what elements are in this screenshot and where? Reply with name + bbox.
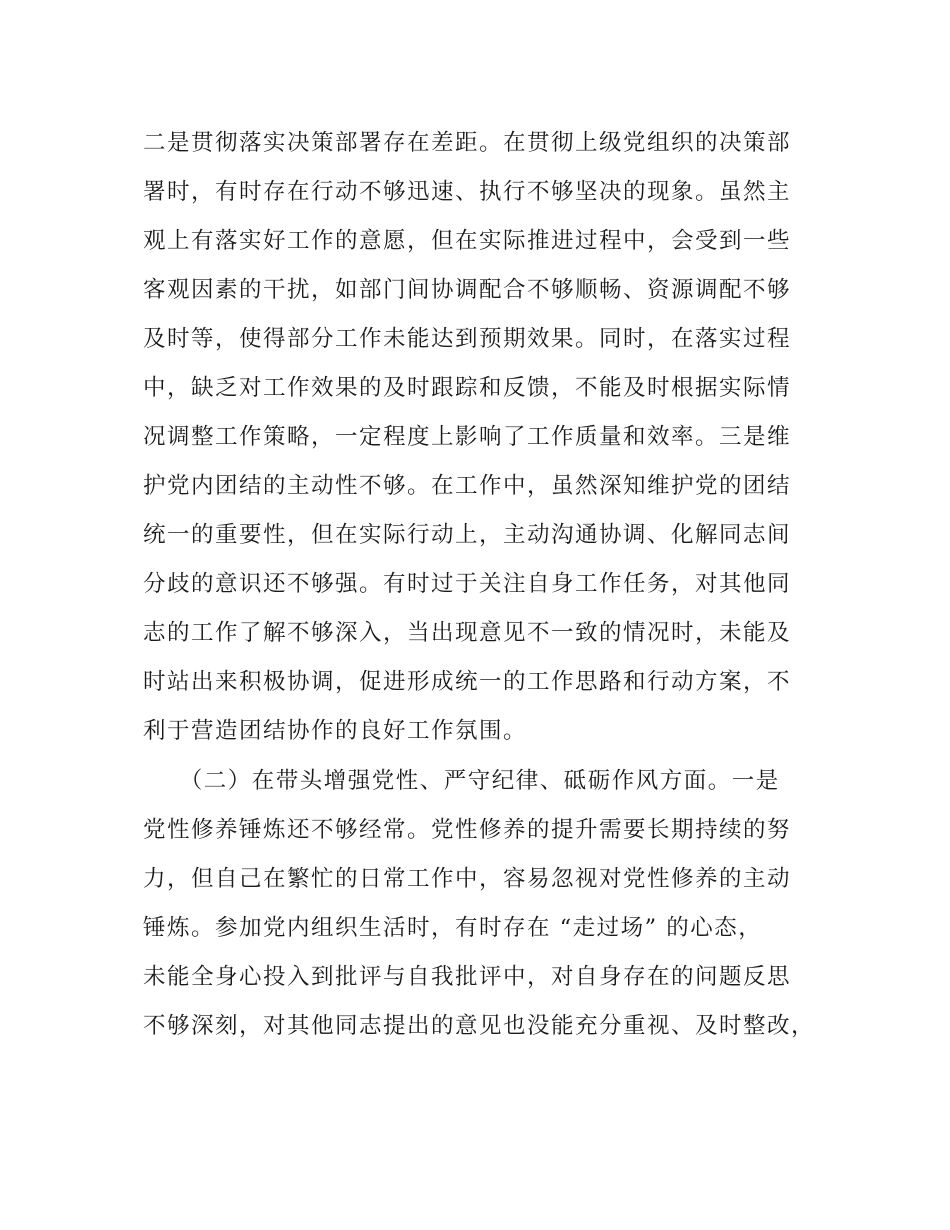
text-line: 党性修养锤炼还不够经常。党性修养的提升需要长期持续的努 <box>143 817 792 843</box>
text-line: 署时，有时存在行动不够迅速、执行不够坚决的现象。虽然主 <box>143 179 792 205</box>
text-line: 二是贯彻落实决策部署存在差距。在贯彻上级党组织的决策部 <box>143 130 792 156</box>
paragraph-1 <box>143 119 815 756</box>
text-line: 力，但自己在繁忙的日常工作中，容易忽视对党性修养的主动 <box>143 866 792 892</box>
text-line: 护党内团结的主动性不够。在工作中，虽然深知维护党的团结 <box>143 473 792 499</box>
text-line: 未能全身心投入到批评与自我批评中，对自身存在的问题反思 <box>143 964 792 990</box>
text-line: 锤炼。参加党内组织生活时，有时存在 “走过场” 的心态， <box>143 915 763 941</box>
text-line: 统一的重要性，但在实际行动上，主动沟通协调、化解同志间 <box>143 522 792 548</box>
text-line: 及时等，使得部分工作未能达到预期效果。同时，在落实过程 <box>143 326 792 352</box>
text-line: 时站出来积极协调，促进形成统一的工作思路和行动方案，不 <box>143 669 792 695</box>
text-line: 志的工作了解不够深入，当出现意见不一致的情况时，未能及 <box>143 620 792 646</box>
text-line: 利于营造团结协作的良好工作氛围。 <box>143 718 528 744</box>
text-line: 不够深刻，对其他同志提出的意见也没能充分重视、及时整改， <box>143 1013 816 1039</box>
text-line: 观上有落实好工作的意愿，但在实际推进过程中，会受到一些 <box>143 228 792 254</box>
text-line: 分歧的意识还不够强。有时过于关注自身工作任务，对其他同 <box>143 571 792 597</box>
text-line: 况调整工作策略，一定程度上影响了工作质量和效率。三是维 <box>143 424 792 450</box>
text-line: 中，缺乏对工作效果的及时跟踪和反馈，不能及时根据实际情 <box>143 375 792 401</box>
text-line: 客观因素的干扰，如部门间协调配合不够顺畅、资源调配不够 <box>143 277 792 303</box>
paragraph-2 <box>143 757 815 1051</box>
text-line: （二）在带头增强党性、严守纪律、砥砺作风方面。一是 <box>143 768 780 794</box>
